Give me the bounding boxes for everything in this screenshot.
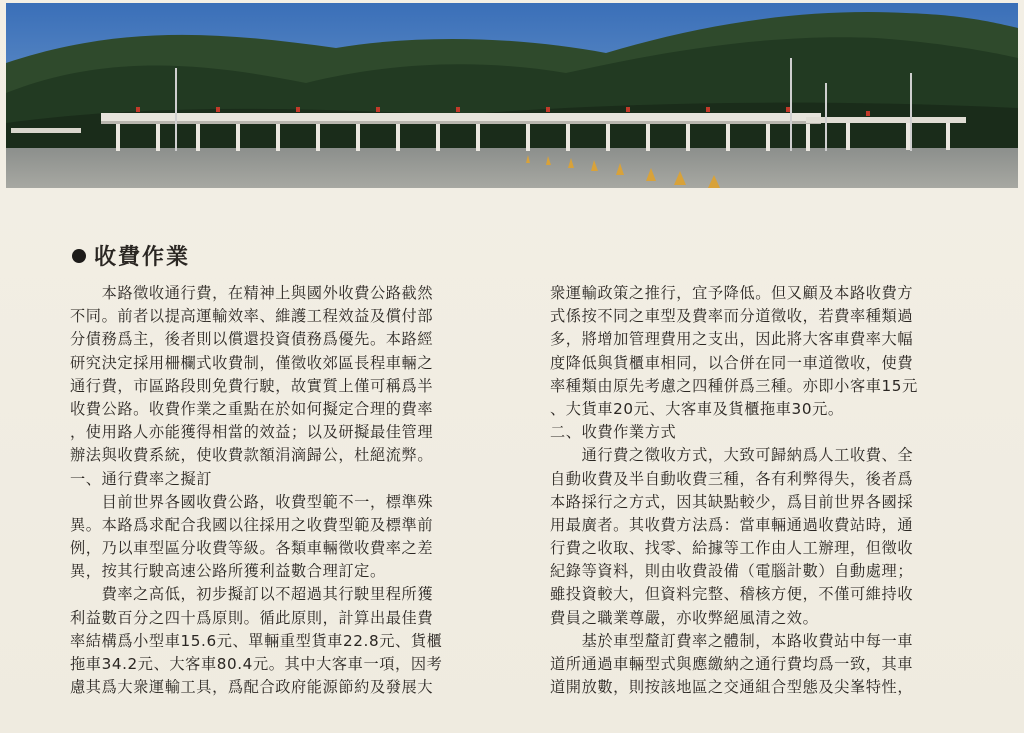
text-line: 通行費之徵收方式，大致可歸納爲人工收費、全 xyxy=(550,446,914,465)
text-line: 不同。前者以提高運輸效率、維護工程效益及償付部 xyxy=(70,307,434,326)
subsection-heading: 一、通行費率之擬訂 xyxy=(70,469,213,488)
text-line: 行費之收取、找零、給據等工作由人工辦理，但徵收 xyxy=(550,539,914,558)
text-line: 道開放數，則按該地區之交通組合型態及尖峯特性， xyxy=(550,678,914,697)
text-line: 研究決定採用柵欄式收費制，僅徵收郊區長程車輛之 xyxy=(70,353,434,372)
text-line: 衆運輸政策之推行，宜予降低。但又顧及本路收費方 xyxy=(550,284,914,302)
text-line: 自動收費及半自動收費三種，各有利弊得失，後者爲 xyxy=(550,469,914,488)
text-line: 慮其爲大衆運輸工具，爲配合政府能源節約及發展大 xyxy=(70,678,434,697)
text-line: 異。本路爲求配合我國以往採用之收費型範及標準前 xyxy=(70,515,434,534)
text-line: 多，將增加管理費用之支出，因此將大客車費率大幅 xyxy=(550,330,914,349)
text-line: 率種類由原先考慮之四種併爲三種。亦即小客車15元 xyxy=(550,376,918,395)
text-line: 辦法與收費系統，使收費款額涓滴歸公，杜絕流弊。 xyxy=(70,446,434,465)
heading-text: 收費作業 xyxy=(94,245,191,270)
text-line: ，使用路人亦能獲得相當的效益；以及研擬最佳管理 xyxy=(70,423,434,442)
text-line: 雖投資較大，但資料完整、稽核方便，不僅可維持收 xyxy=(550,585,914,604)
text-line: 例，乃以車型區分收費等級。各類車輛徵收費率之差 xyxy=(70,539,434,558)
text-line: 度降低與貨櫃車相同，以合併在同一車道徵收，使費 xyxy=(550,353,914,372)
text-line: 、大貨車20元、大客車及貨櫃拖車30元。 xyxy=(550,399,844,418)
text-line: 費員之職業尊嚴，亦收弊絕風清之效。 xyxy=(550,608,819,627)
text-line: 通行費，市區路段則免費行駛，故實質上僅可稱爲半 xyxy=(70,376,434,395)
text-line: 道所通過車輛型式與應繳納之通行費均爲一致，其車 xyxy=(550,655,914,673)
text-line: 利益數百分之四十爲原則。循此原則，計算出最佳費 xyxy=(70,608,434,627)
text-line: 收費公路。收費作業之重點在於如何擬定合理的費率 xyxy=(70,399,434,418)
text-line: 拖車34.2元、大客車80.4元。其中大客車一項，因考 xyxy=(70,655,443,673)
text-line: 式係按不同之車型及費率而分道徵收，若費率種類過 xyxy=(550,307,914,326)
text-line: 率結構爲小型車15.6元、單輛重型貨車22.8元、貨櫃 xyxy=(70,631,443,650)
text-line: 分債務爲主，後者則以償還投資債務爲優先。本路經 xyxy=(70,330,434,349)
text-line: 用最廣者。其收費方法爲：當車輛通過收費站時，通 xyxy=(550,515,914,534)
subsection-heading: 二、收費作業方式 xyxy=(550,423,677,442)
text-line: 目前世界各國收費公路，收費型範不一，標準殊 xyxy=(70,492,434,511)
text-line: 紀錄等資料，則由收費設備（電腦計數）自動處理； xyxy=(550,562,914,581)
left-column xyxy=(70,282,488,699)
text-line: 費率之高低，初步擬訂以不超過其行駛里程所獲 xyxy=(70,585,434,604)
toll-plaza-photo xyxy=(6,3,1018,188)
section-heading xyxy=(72,240,190,271)
text-line: 基於車型釐訂費率之體制，本路收費站中每一車 xyxy=(550,631,914,650)
bullet-icon xyxy=(72,249,86,263)
text-line: 本路徵收通行費，在精神上與國外收費公路截然 xyxy=(70,284,434,302)
text-line: 異，按其行駛高速公路所獲利益數合理訂定。 xyxy=(70,562,386,581)
text-line: 本路採行之方式，因其缺點較少，爲目前世界各國採 xyxy=(550,492,914,511)
right-column xyxy=(550,282,968,699)
